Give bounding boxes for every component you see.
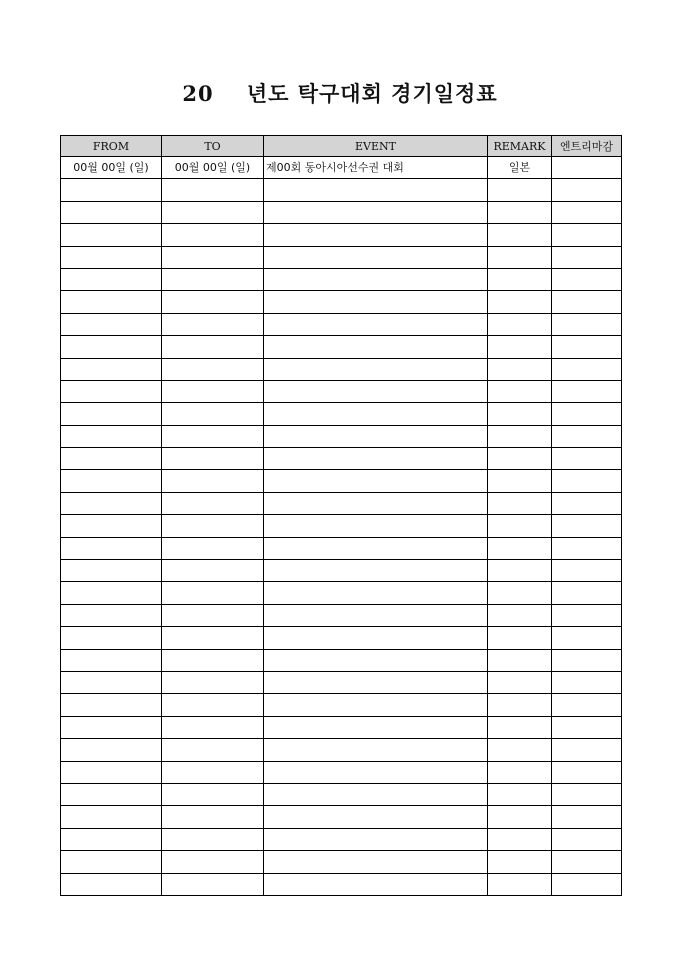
remark-cell [488,268,552,290]
remark-cell [488,358,552,380]
event-cell [264,783,488,805]
from-cell [61,448,162,470]
table-row [61,179,622,201]
entry-deadline-cell [552,828,622,850]
event-cell [264,627,488,649]
event-cell [264,179,488,201]
to-cell [162,604,264,626]
entry-deadline-cell [552,313,622,335]
event-cell [264,291,488,313]
to-cell [162,246,264,268]
entry-deadline-cell [552,627,622,649]
remark-cell [488,649,552,671]
header-to: TO [162,136,264,157]
event-cell [264,739,488,761]
remark-cell [488,470,552,492]
from-cell [61,313,162,335]
table-row [61,380,622,402]
to-cell [162,783,264,805]
table-row [61,627,622,649]
entry-deadline-cell [552,380,622,402]
entry-deadline-cell [552,582,622,604]
remark-cell [488,739,552,761]
remark-cell [488,403,552,425]
remark-cell [488,582,552,604]
to-cell [162,403,264,425]
event-cell [264,246,488,268]
remark-cell [488,291,552,313]
event-cell [264,425,488,447]
entry-deadline-cell [552,806,622,828]
from-cell [61,716,162,738]
table-row [61,246,622,268]
event-cell [264,336,488,358]
remark-cell [488,806,552,828]
event-cell [264,448,488,470]
table-row [61,671,622,693]
table-row [61,291,622,313]
entry-deadline-cell [552,179,622,201]
entry-deadline-cell [552,560,622,582]
event-cell [264,828,488,850]
entry-deadline-cell [552,873,622,895]
remark-cell [488,448,552,470]
header-remark: REMARK [488,136,552,157]
table-row [61,313,622,335]
event-cell [264,806,488,828]
table-row [61,851,622,873]
to-cell [162,336,264,358]
entry-deadline-cell [552,694,622,716]
remark-cell [488,224,552,246]
from-cell [61,246,162,268]
from-cell [61,492,162,514]
event-cell: 제00회 동아시아선수권 대회 [264,157,488,179]
remark-cell: 일본 [488,157,552,179]
event-cell [264,224,488,246]
remark-cell [488,515,552,537]
table-row [61,828,622,850]
from-cell [61,425,162,447]
entry-deadline-cell [552,448,622,470]
to-cell [162,873,264,895]
event-cell [264,671,488,693]
to-cell [162,224,264,246]
entry-deadline-cell [552,671,622,693]
from-cell [61,761,162,783]
event-cell [264,380,488,402]
to-cell [162,291,264,313]
from-cell [61,582,162,604]
remark-cell [488,783,552,805]
to-cell [162,761,264,783]
event-cell [264,604,488,626]
entry-deadline-cell [552,515,622,537]
table-row [61,537,622,559]
entry-deadline-cell [552,492,622,514]
remark-cell [488,828,552,850]
table-row [61,336,622,358]
to-cell [162,380,264,402]
from-cell [61,336,162,358]
table-row [61,268,622,290]
event-cell [264,873,488,895]
event-cell [264,694,488,716]
entry-deadline-cell [552,649,622,671]
event-cell [264,470,488,492]
entry-deadline-cell [552,604,622,626]
entry-deadline-cell [552,851,622,873]
to-cell [162,425,264,447]
to-cell [162,627,264,649]
event-cell [264,649,488,671]
entry-deadline-cell [552,716,622,738]
entry-deadline-cell [552,246,622,268]
from-cell [61,560,162,582]
event-cell [264,313,488,335]
event-cell [264,537,488,559]
entry-deadline-cell [552,425,622,447]
event-cell [264,560,488,582]
event-cell [264,761,488,783]
event-cell [264,201,488,223]
table-row [61,783,622,805]
remark-cell [488,560,552,582]
document-title: 20 년도 탁구대회 경기일정표 [182,81,498,106]
entry-deadline-cell [552,268,622,290]
from-cell [61,470,162,492]
to-cell [162,313,264,335]
table-row [61,649,622,671]
remark-cell [488,604,552,626]
from-cell [61,515,162,537]
remark-cell [488,380,552,402]
event-cell [264,358,488,380]
from-cell [61,806,162,828]
table-row [61,582,622,604]
to-cell [162,179,264,201]
to-cell [162,201,264,223]
to-cell [162,358,264,380]
from-cell [61,268,162,290]
table-row [61,604,622,626]
to-cell [162,492,264,514]
remark-cell [488,716,552,738]
to-cell [162,828,264,850]
to-cell [162,851,264,873]
remark-cell [488,336,552,358]
schedule-body [61,157,622,896]
event-cell [264,582,488,604]
table-row [61,806,622,828]
table-row [61,425,622,447]
from-cell [61,201,162,223]
entry-deadline-cell [552,224,622,246]
to-cell [162,671,264,693]
from-cell [61,694,162,716]
remark-cell [488,627,552,649]
remark-cell [488,425,552,447]
to-cell [162,560,264,582]
from-cell [61,873,162,895]
table-row [61,873,622,895]
event-cell [264,851,488,873]
remark-cell [488,851,552,873]
entry-deadline-cell [552,157,622,179]
to-cell [162,448,264,470]
header-from: FROM [61,136,162,157]
table-row [61,694,622,716]
table-row [61,716,622,738]
entry-deadline-cell [552,537,622,559]
table-row [61,157,622,179]
from-cell [61,828,162,850]
from-cell [61,403,162,425]
from-cell [61,291,162,313]
from-cell [61,224,162,246]
entry-deadline-cell [552,358,622,380]
table-row [61,515,622,537]
from-cell [61,671,162,693]
table-row [61,448,622,470]
remark-cell [488,671,552,693]
remark-cell [488,694,552,716]
from-cell [61,380,162,402]
remark-cell [488,873,552,895]
header-entry-deadline: 엔트리마감 [552,136,622,157]
table-row [61,492,622,514]
remark-cell [488,313,552,335]
schedule-table [60,135,622,896]
header-row [61,136,622,157]
to-cell [162,806,264,828]
to-cell [162,694,264,716]
to-cell [162,537,264,559]
from-cell [61,179,162,201]
remark-cell [488,179,552,201]
table-row [61,358,622,380]
table-row [61,470,622,492]
to-cell [162,716,264,738]
table-row [61,403,622,425]
table-row [61,739,622,761]
entry-deadline-cell [552,783,622,805]
entry-deadline-cell [552,201,622,223]
table-row [61,761,622,783]
to-cell [162,649,264,671]
remark-cell [488,537,552,559]
from-cell: 00월 00일 (일) [61,157,162,179]
event-cell [264,492,488,514]
from-cell [61,649,162,671]
event-cell [264,268,488,290]
remark-cell [488,201,552,223]
entry-deadline-cell [552,470,622,492]
from-cell [61,358,162,380]
entry-deadline-cell [552,739,622,761]
from-cell [61,604,162,626]
event-cell [264,716,488,738]
remark-cell [488,492,552,514]
table-row [61,224,622,246]
event-cell [264,403,488,425]
to-cell [162,268,264,290]
to-cell [162,739,264,761]
header-event: EVENT [264,136,488,157]
from-cell [61,537,162,559]
table-row [61,560,622,582]
entry-deadline-cell [552,403,622,425]
to-cell: 00월 00일 (일) [162,157,264,179]
event-cell [264,515,488,537]
entry-deadline-cell [552,336,622,358]
from-cell [61,627,162,649]
to-cell [162,515,264,537]
remark-cell [488,761,552,783]
entry-deadline-cell [552,291,622,313]
from-cell [61,739,162,761]
remark-cell [488,246,552,268]
from-cell [61,851,162,873]
to-cell [162,470,264,492]
table-row [61,201,622,223]
entry-deadline-cell [552,761,622,783]
from-cell [61,783,162,805]
to-cell [162,582,264,604]
